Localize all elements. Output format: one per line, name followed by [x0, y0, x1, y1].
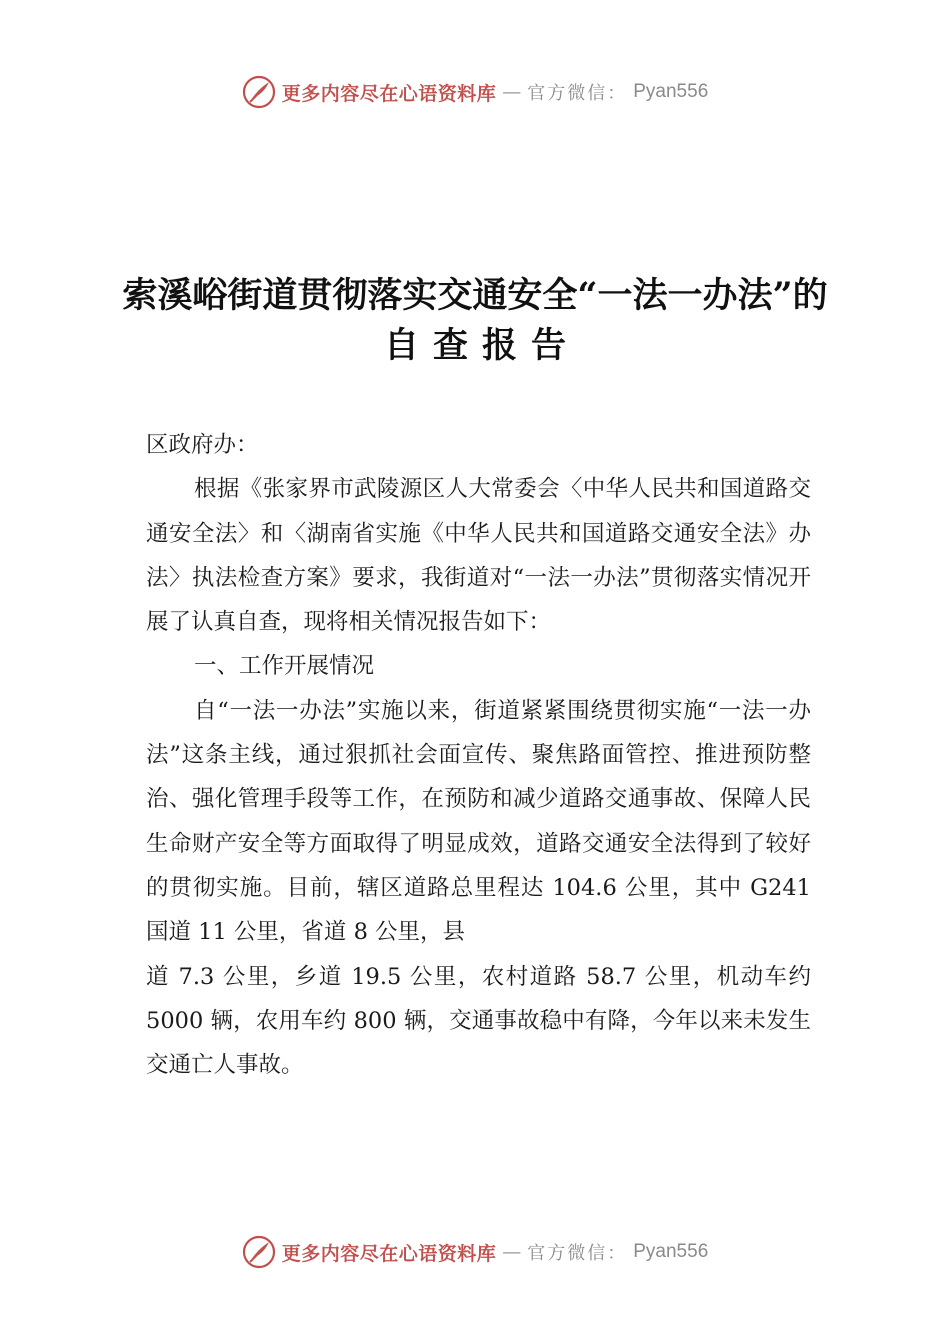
intro-paragraph: 根据《张家界市武陵源区人大常委会〈中华人民共和国道路交通安全法〉和〈湖南省实施《中华人民共和国道路交通安全法》办法〉执法检查方案》要求，我街道对“一法一办法”贯彻落实情况开展了认真自查，现将相关情况报告如下：	[146, 476, 811, 636]
banner-wechat-id: Pyan556	[633, 1241, 709, 1262]
section-heading: 一、工作开展情况	[194, 653, 375, 680]
quill-logo-icon	[242, 1235, 276, 1269]
banner-main-text: 更多内容尽在心语资料库	[281, 82, 497, 105]
footer-watermark-banner	[0, 1232, 950, 1272]
banner-wechat-label: 官方微信：	[527, 1243, 628, 1264]
section-paragraph-continued: 道 7.3 公里，乡道 19.5 公里，农村道路 58.7 公里，机动车约 5000 辆，农用车约 800 辆，交通事故稳中有降，今年以来未发生交通亡人事故。	[146, 963, 811, 1079]
quill-logo-icon	[242, 75, 276, 109]
section-paragraph: 自“一法一办法”实施以来，街道紧紧围绕贯彻实施“一法一办法”这条主线，通过狠抓社会面宣传、聚焦路面管控、推进预防整治、强化管理手段等工作，在预防和减少道路交通事故、保障人民生命财产安全等方面取得了明显成效，道路交通安全法得到了较好的贯彻实施。目前，辖区道路总里程达 104.6 公里，其中 G241 国道 11 公里，省道 8 公里，县	[146, 697, 811, 946]
document-title-line2: 自查报告	[383, 325, 580, 366]
banner-separator: —	[502, 1241, 522, 1263]
document-body	[146, 423, 811, 1087]
salutation: 区政府办：	[146, 432, 259, 458]
banner-wechat-label: 官方微信：	[527, 83, 628, 104]
banner-main-text: 更多内容尽在心语资料库	[281, 1242, 497, 1265]
banner-separator: —	[502, 81, 522, 103]
banner-wechat-id: Pyan556	[633, 81, 709, 102]
header-watermark-banner	[0, 72, 950, 112]
document-title-line1: 索溪峪街道贯彻落实交通安全“一法一办法”的	[122, 275, 828, 316]
